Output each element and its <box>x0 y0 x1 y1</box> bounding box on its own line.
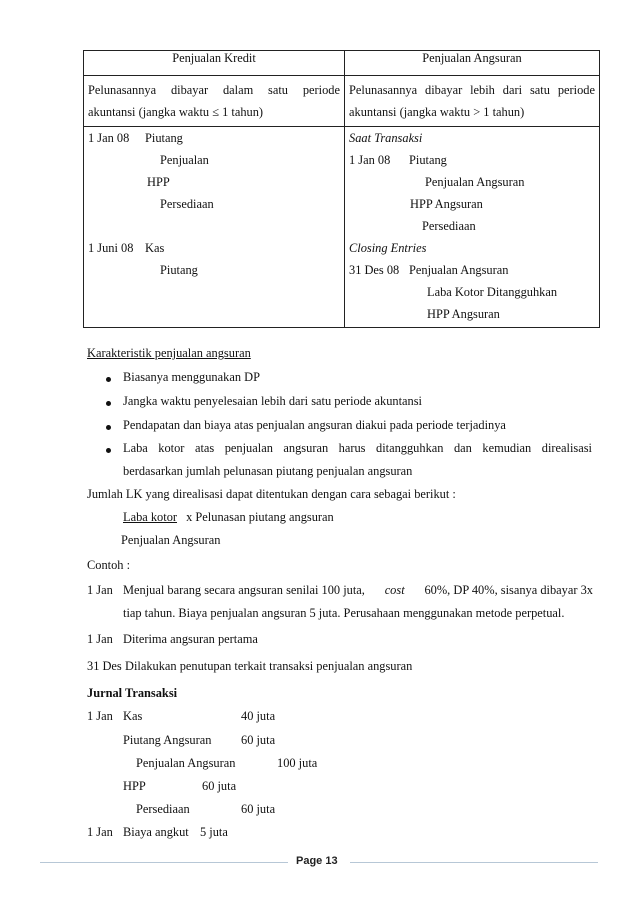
jurnal-row-3-amount: 100 juta <box>277 756 318 770</box>
footer-rule-left <box>40 862 288 863</box>
table-desc-row <box>84 76 600 127</box>
left-account-piutang-2: Piutang <box>160 263 198 277</box>
contoh-label: Contoh : <box>87 558 131 572</box>
jurnal-row-1-account: Kas <box>123 709 143 723</box>
right-account-penjualan-angsuran: Penjualan Angsuran <box>425 175 525 189</box>
bullet-icon <box>106 401 111 406</box>
table-entries-row <box>84 127 600 328</box>
jurnal-row-6-amount: 5 juta <box>200 825 228 839</box>
jurnal-row-6-date: 1 Jan <box>87 825 113 839</box>
jurnal-row-1-date: 1 Jan <box>87 709 113 723</box>
right-account-laba-kotor: Laba Kotor Ditangguhkan <box>427 285 558 299</box>
contoh-line-1-part-2: 60%, DP 40%, sisanya dibayar 3x <box>424 583 593 597</box>
karakteristik-item-4-cont: berdasarkan jumlah pelunasan piutang penjualan angsuran <box>123 464 413 478</box>
desc-left-line-2: akuntansi (jangka waktu ≤ 1 tahun) <box>88 105 264 119</box>
jurnal-title: Jurnal Transaksi <box>87 686 178 700</box>
formula-denominator: Penjualan Angsuran <box>121 533 221 547</box>
page-number: Page 13 <box>296 855 338 867</box>
formula-intro: Jumlah LK yang direalisasi dapat ditentukan dengan cara sebagai berikut : <box>87 487 456 501</box>
right-date-1: 1 Jan 08 <box>349 153 391 167</box>
header-penjualan-kredit: Penjualan Kredit <box>84 51 345 76</box>
formula-numerator: Laba kotor <box>123 510 178 524</box>
contoh-cost-word: cost <box>384 583 405 597</box>
contoh-line-1-part-1: Menjual barang secara angsuran senilai 100 juta, <box>123 583 365 597</box>
contoh-date-1: 1 Jan <box>87 583 113 597</box>
jurnal-row-5-account: Persediaan <box>136 802 190 816</box>
desc-right-line-1: Pelunasannya dibayar lebih dari satu periode <box>349 83 595 97</box>
contoh-line-1 <box>123 583 593 598</box>
karakteristik-item-3: Pendapatan dan biaya atas penjualan angsuran diakui pada periode terjadinya <box>123 418 506 432</box>
jurnal-row-4-amount: 60 juta <box>202 779 237 793</box>
bullet-icon <box>106 448 111 453</box>
jurnal-row-6-account: Biaya angkut <box>123 825 189 839</box>
right-saat-transaksi: Saat Transaksi <box>349 131 423 145</box>
bullet-icon <box>106 377 111 382</box>
bullet-icon <box>106 425 111 430</box>
jurnal-row-2-account: Piutang Angsuran <box>123 733 212 747</box>
karakteristik-item-2: Jangka waktu penyelesaian lebih dari satu periode akuntansi <box>123 394 422 408</box>
right-account-persediaan: Persediaan <box>422 219 476 233</box>
left-date-1: 1 Jan 08 <box>88 131 130 145</box>
jurnal-row-4-account: HPP <box>123 779 146 793</box>
left-account-piutang: Piutang <box>145 131 183 145</box>
table-header-row <box>84 51 600 76</box>
jurnal-row-5-amount: 60 juta <box>241 802 276 816</box>
contoh-line-2: tiap tahun. Biaya penjualan angsuran 5 juta. Perusahaan menggunakan metode perpetual. <box>123 606 565 620</box>
jurnal-row-2-amount: 60 juta <box>241 733 276 747</box>
right-account-hpp-angsuran-2: HPP Angsuran <box>427 307 500 321</box>
contoh-line-3: Diterima angsuran pertama <box>123 632 258 646</box>
jurnal-row-3-account: Penjualan Angsuran <box>136 756 236 770</box>
contoh-date-4: 31 Des <box>87 659 122 673</box>
right-account-hpp-angsuran: HPP Angsuran <box>410 197 483 211</box>
contoh-line-4: Dilakukan penutupan terkait transaksi penjualan angsuran <box>125 659 413 673</box>
left-account-penjualan: Penjualan <box>160 153 209 167</box>
contoh-date-3: 1 Jan <box>87 632 113 646</box>
formula-times: x Pelunasan piutang angsuran <box>186 510 334 524</box>
desc-left-line-1: Pelunasannya dibayar dalam satu periode <box>88 83 340 97</box>
karakteristik-item-4: Laba kotor atas penjualan angsuran harus ditangguhkan dan kemudian direalisasi <box>123 441 592 455</box>
right-account-penjualan-angsuran-2: Penjualan Angsuran <box>409 263 509 277</box>
footer-rule-right <box>350 862 598 863</box>
right-account-piutang: Piutang <box>409 153 447 167</box>
right-date-2: 31 Des 08 <box>349 263 400 277</box>
comparison-table <box>83 50 600 328</box>
right-closing-entries: Closing Entries <box>349 241 427 255</box>
karakteristik-item-1: Biasanya menggunakan DP <box>123 370 260 384</box>
header-penjualan-angsuran: Penjualan Angsuran <box>345 51 600 76</box>
karakteristik-title: Karakteristik penjualan angsuran <box>87 346 251 360</box>
jurnal-row-1-amount: 40 juta <box>241 709 276 723</box>
desc-right-line-2: akuntansi (jangka waktu > 1 tahun) <box>349 105 525 119</box>
left-date-2: 1 Juni 08 <box>88 241 134 255</box>
left-account-hpp: HPP <box>147 175 170 189</box>
left-account-kas: Kas <box>145 241 165 255</box>
left-account-persediaan: Persediaan <box>160 197 214 211</box>
